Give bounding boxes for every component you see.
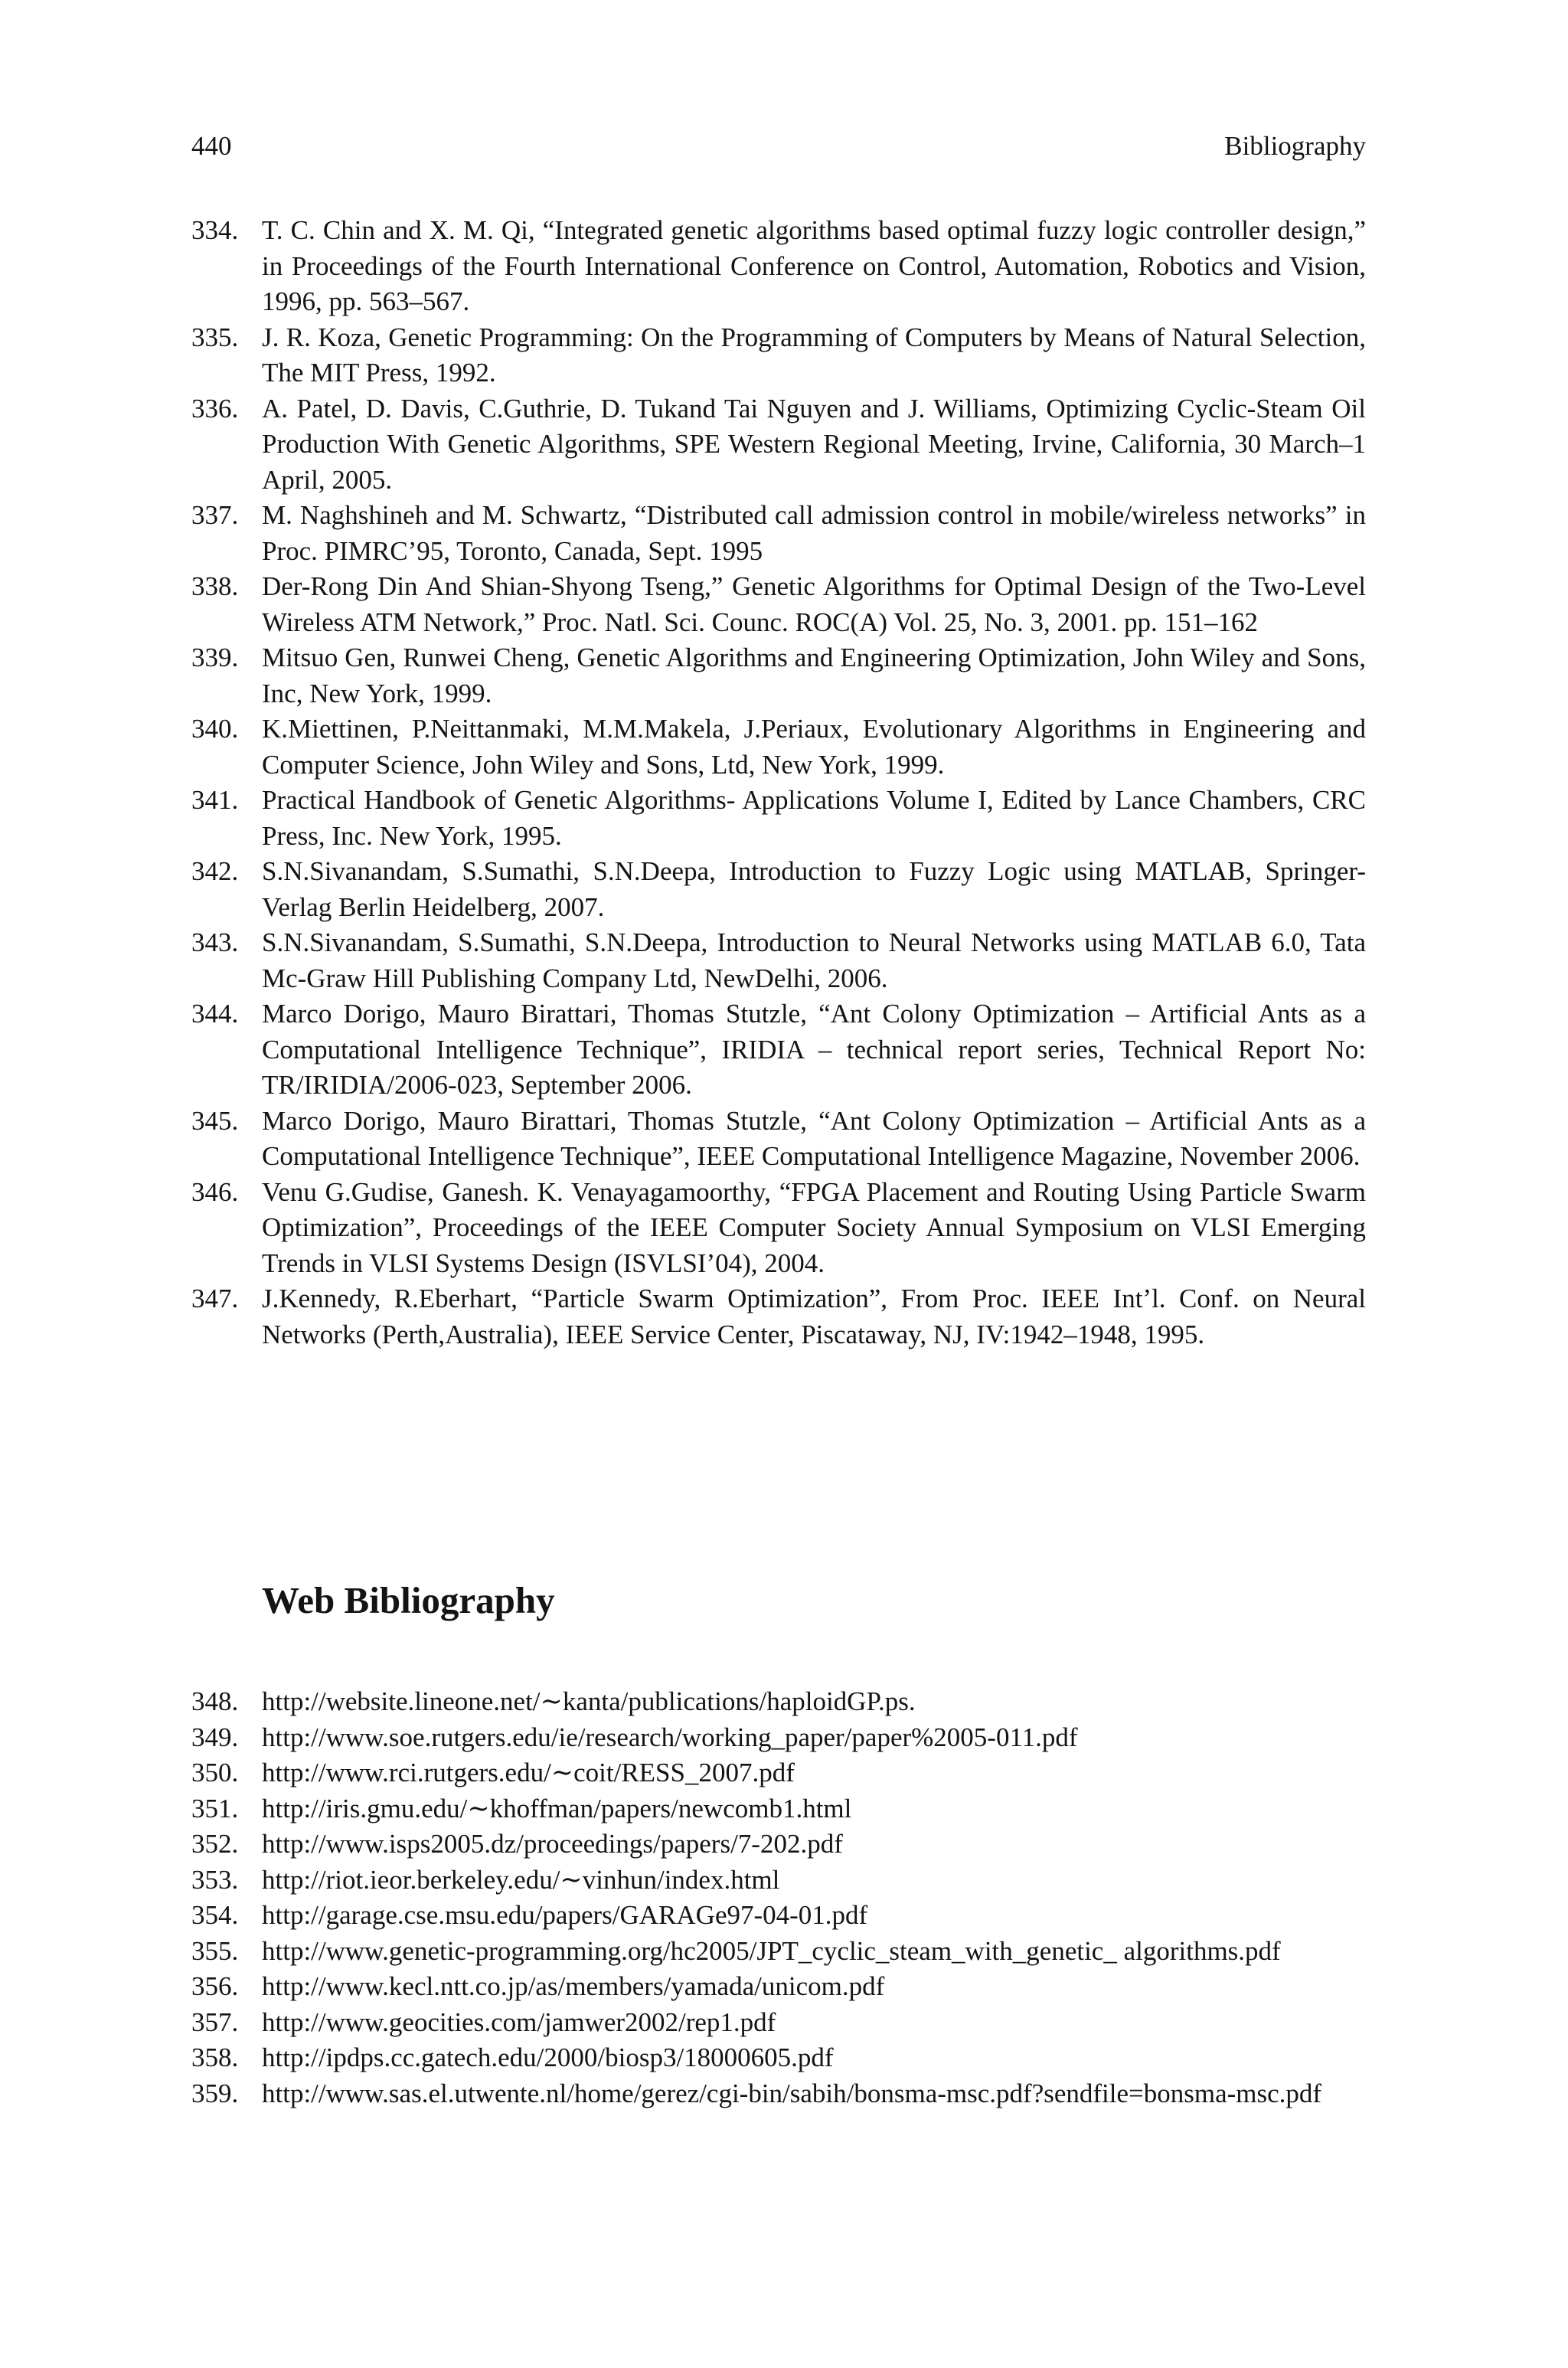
reference-number: 343. — [191, 927, 239, 957]
reference-number: 346. — [191, 1176, 239, 1207]
reference-entry-345 — [191, 1104, 1366, 1175]
reference-entry-336 — [191, 391, 1366, 499]
web-reference-entry-349 — [191, 1720, 1366, 1756]
web-reference-entry-351 — [191, 1791, 1366, 1827]
reference-url: http://www.genetic-programming.org/hc2005/JPT_cyclic_steam_with_genetic_ algorithms.pdf — [262, 1935, 1281, 1966]
web-reference-entry-350 — [191, 1755, 1366, 1791]
reference-text: Marco Dorigo, Mauro Birattari, Thomas Stutzle, “Ant Colony Optimization – Artificial Ants as a Computational Intelligence Technique”, IEEE Computational Intelligence Magazine, November 2006. — [262, 1105, 1366, 1171]
reference-url: http://website.lineone.net/∼kanta/publications/haploidGP.ps. — [262, 1686, 916, 1716]
reference-text: Mitsuo Gen, Runwei Cheng, Genetic Algorithms and Engineering Optimization, John Wiley and Sons, Inc, New York, 1999. — [262, 643, 1366, 708]
reference-entry-334 — [191, 213, 1366, 320]
reference-entry-347 — [191, 1281, 1366, 1352]
reference-number: 347. — [191, 1284, 239, 1313]
running-head: Bibliography — [1224, 131, 1366, 161]
page-number: 440 — [191, 131, 232, 161]
reference-number: 341. — [191, 785, 239, 815]
reference-url: http://garage.cse.msu.edu/papers/GARAGe97-04-01.pdf — [262, 1900, 868, 1930]
reference-number: 357. — [191, 2007, 239, 2037]
reference-entry-342 — [191, 854, 1366, 925]
reference-number: 345. — [191, 1105, 239, 1136]
reference-url: http://www.geocities.com/jamwer2002/rep1.pdf — [262, 2007, 776, 2037]
web-reference-entry-354 — [191, 1898, 1366, 1934]
reference-entry-346 — [191, 1175, 1366, 1282]
reference-number: 336. — [191, 393, 239, 424]
reference-number: 342. — [191, 856, 239, 886]
reference-text: K.Miettinen, P.Neittanmaki, M.M.Makela, J.Periaux, Evolutionary Algorithms in Engineering and Computer Science, John Wiley and Sons, Ltd, New York, 1999. — [262, 714, 1366, 780]
reference-number: 358. — [191, 2043, 239, 2072]
reference-entry-344 — [191, 996, 1366, 1104]
section-heading-web-bibliography: Web Bibliography — [262, 1579, 555, 1621]
reference-number: 354. — [191, 1900, 239, 1930]
reference-number: 334. — [191, 215, 239, 245]
reference-url: http://iris.gmu.edu/∼khoffman/papers/newcomb1.html — [262, 1793, 852, 1823]
reference-number: 350. — [191, 1758, 239, 1787]
reference-text: S.N.Sivanandam, S.Sumathi, S.N.Deepa, Introduction to Fuzzy Logic using MATLAB, Springer-Verlag Berlin Heidelberg, 2007. — [262, 856, 1366, 922]
reference-entry-337 — [191, 498, 1366, 569]
reference-entry-341 — [191, 783, 1366, 854]
web-reference-entry-357 — [191, 2005, 1366, 2041]
reference-number: 351. — [191, 1793, 239, 1823]
reference-list — [191, 213, 1366, 1352]
reference-number: 340. — [191, 714, 239, 744]
web-reference-entry-348 — [191, 1684, 1366, 1720]
reference-entry-338 — [191, 569, 1366, 640]
web-reference-entry-356 — [191, 1969, 1366, 2005]
reference-entry-339 — [191, 640, 1366, 711]
reference-text: M. Naghshineh and M. Schwartz, “Distributed call admission control in mobile/wireless networks” in Proc. PIMRC’95, Toronto, Canada, Sept. 1995 — [262, 500, 1366, 566]
web-reference-entry-352 — [191, 1827, 1366, 1863]
page-header — [191, 129, 1366, 164]
reference-number: 356. — [191, 1971, 239, 2001]
reference-number: 339. — [191, 643, 239, 672]
reference-text: T. C. Chin and X. M. Qi, “Integrated genetic algorithms based optimal fuzzy logic controller design,” in Proceedings of the Fourth International Conference on Control, Automation, Robotics and Vision, 1996, pp. 563–567. — [262, 215, 1366, 316]
reference-url: http://www.sas.el.utwente.nl/home/gerez/cgi-bin/sabih/bonsma-msc.pdf?sendfile=bonsma-msc.pdf — [262, 2078, 1322, 2108]
reference-text: J. R. Koza, Genetic Programming: On the Programming of Computers by Means of Natural Selection, The MIT Press, 1992. — [262, 322, 1366, 388]
reference-number: 344. — [191, 999, 239, 1029]
reference-number: 359. — [191, 2078, 239, 2108]
reference-entry-340 — [191, 711, 1366, 783]
reference-number: 348. — [191, 1686, 239, 1716]
reference-text: Marco Dorigo, Mauro Birattari, Thomas Stutzle, “Ant Colony Optimization – Artificial Ants as a Computational Intelligence Technique”, IRIDIA – technical report series, Technical Report No: TR/IRIDIA/2006-023, September 2006. — [262, 999, 1366, 1100]
reference-number: 352. — [191, 1829, 239, 1859]
reference-url: http://www.kecl.ntt.co.jp/as/members/yamada/unicom.pdf — [262, 1971, 885, 2001]
reference-number: 335. — [191, 322, 239, 352]
reference-entry-335 — [191, 320, 1366, 391]
web-reference-entry-355 — [191, 1934, 1366, 1970]
reference-number: 349. — [191, 1722, 239, 1752]
web-reference-entry-359 — [191, 2076, 1366, 2112]
reference-number: 338. — [191, 571, 239, 601]
reference-text: Der-Rong Din And Shian-Shyong Tseng,” Genetic Algorithms for Optimal Design of the Two-Level Wireless ATM Network,” Proc. Natl. Sci. Counc. ROC(A) Vol. 25, No. 3, 2001. pp. 151–162 — [262, 571, 1366, 637]
reference-url: http://ipdps.cc.gatech.edu/2000/biosp3/18000605.pdf — [262, 2043, 834, 2072]
reference-url: http://riot.ieor.berkeley.edu/∼vinhun/index.html — [262, 1864, 780, 1895]
reference-text: J.Kennedy, R.Eberhart, “Particle Swarm Optimization”, From Proc. IEEE Int’l. Conf. on Neural Networks (Perth,Australia), IEEE Service Center, Piscataway, NJ, IV:1942–1948, 1995. — [262, 1284, 1366, 1349]
reference-text: Practical Handbook of Genetic Algorithms- Applications Volume I, Edited by Lance Chambers, CRC Press, Inc. New York, 1995. — [262, 785, 1366, 851]
reference-number: 355. — [191, 1935, 239, 1966]
web-reference-entry-353 — [191, 1863, 1366, 1899]
reference-url: http://www.rci.rutgers.edu/∼coit/RESS_2007.pdf — [262, 1758, 795, 1787]
reference-number: 337. — [191, 500, 239, 530]
reference-url: http://www.isps2005.dz/proceedings/papers/7-202.pdf — [262, 1829, 843, 1859]
web-reference-entry-358 — [191, 2040, 1366, 2076]
reference-number: 353. — [191, 1864, 239, 1895]
reference-text: A. Patel, D. Davis, C.Guthrie, D. Tukand Tai Nguyen and J. Williams, Optimizing Cyclic-Steam Oil Production With Genetic Algorithms, SPE Western Regional Meeting, Irvine, California, 30 March–1 April, 2005. — [262, 393, 1366, 495]
reference-url: http://www.soe.rutgers.edu/ie/research/working_paper/paper%2005-011.pdf — [262, 1722, 1078, 1752]
reference-text: Venu G.Gudise, Ganesh. K. Venayagamoorthy, “FPGA Placement and Routing Using Particle Swarm Optimization”, Proceedings of the IEEE Computer Society Annual Symposium on VLSI Emerging Trends in VLSI Systems Design (ISVLSI’04), 2004. — [262, 1176, 1366, 1278]
reference-text: S.N.Sivanandam, S.Sumathi, S.N.Deepa, Introduction to Neural Networks using MATLAB 6.0, Tata Mc-Graw Hill Publishing Company Ltd, NewDelhi, 2006. — [262, 927, 1366, 993]
reference-entry-343 — [191, 925, 1366, 996]
web-reference-list — [191, 1684, 1366, 2111]
